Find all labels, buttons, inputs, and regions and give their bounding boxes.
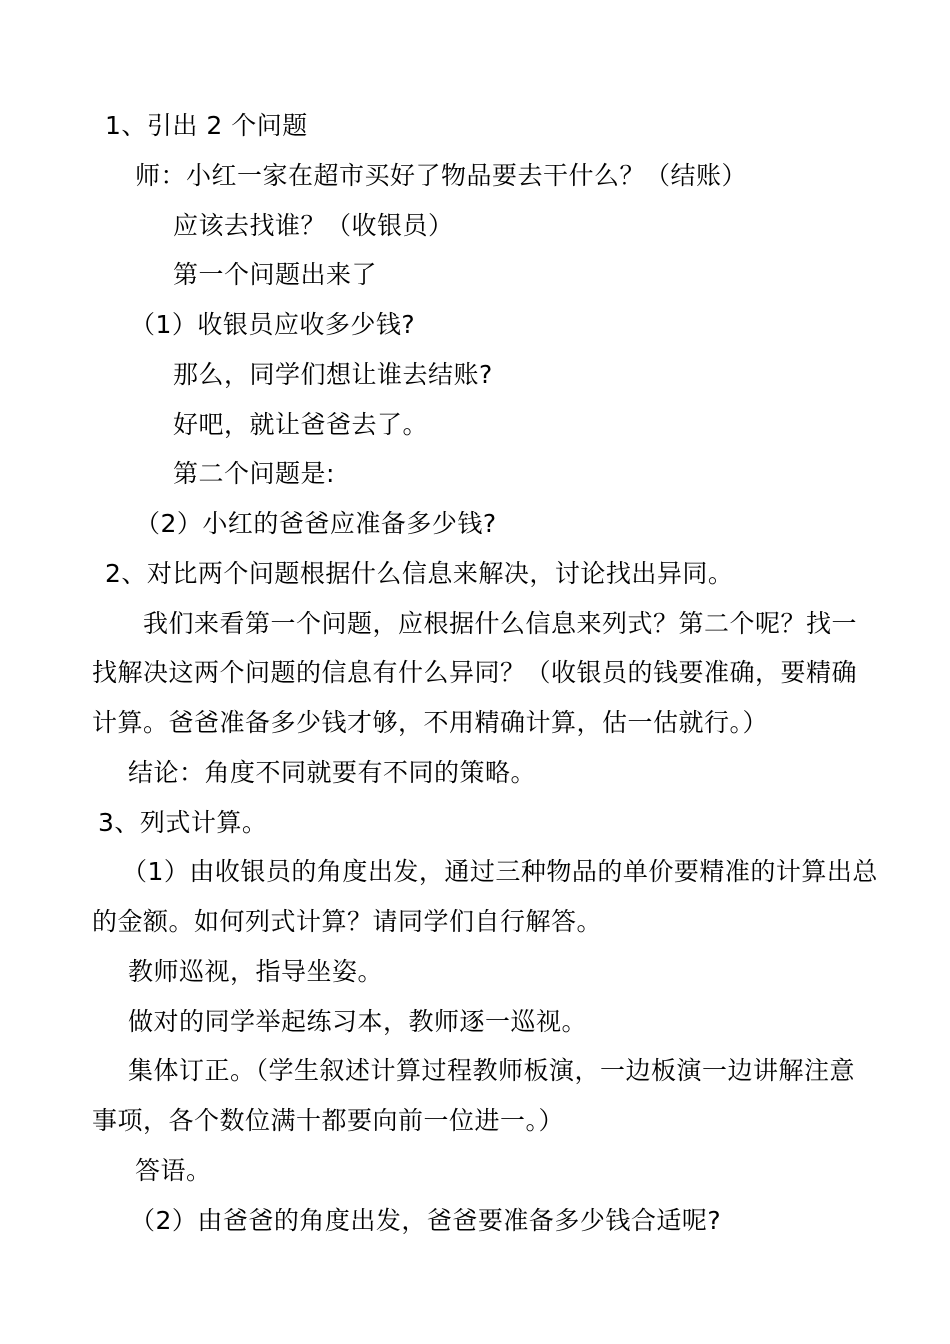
paragraph-line: 集体订正。（学生叙述计算过程教师板演，一边板演一边讲解注意 [128, 1056, 856, 1085]
paragraph-line: 第一个问题出来了 [173, 260, 378, 289]
paragraph-line: （1）由收银员的角度出发，通过三种物品的单价要精准的计算出总 [122, 857, 878, 886]
paragraph-line: 的金额。如何列式计算？请同学们自行解答。 [92, 907, 603, 936]
paragraph-line: 我们来看第一个问题，应根据什么信息来列式？第二个呢？找一 [143, 609, 858, 638]
paragraph-line: 做对的同学举起练习本，教师逐一巡视。 [128, 1007, 588, 1036]
paragraph-line: 师：小红一家在超市买好了物品要去干什么？（结账） [135, 161, 748, 190]
section-heading-2: 2、对比两个问题根据什么信息来解决，讨论找出异同。 [105, 559, 734, 588]
paragraph-line: 事项，各个数位满十都要向前一位进一。） [92, 1106, 565, 1135]
question-line: （2）由爸爸的角度出发，爸爸要准备多少钱合适呢? [130, 1206, 722, 1235]
section-heading-1: 1、引出 2 个问题 [105, 111, 308, 140]
paragraph-line: 答语。 [135, 1156, 212, 1185]
conclusion-line: 结论：角度不同就要有不同的策略。 [128, 758, 537, 787]
question-2: （2）小红的爸爸应准备多少钱? [135, 509, 497, 538]
section-heading-3: 3、列式计算。 [98, 808, 268, 837]
question-1: （1）收银员应收多少钱? [130, 310, 416, 339]
paragraph-line: 计算。爸爸准备多少钱才够，不用精确计算，估一估就行。） [92, 708, 769, 737]
paragraph-line: 第二个问题是: [173, 459, 335, 488]
paragraph-line: 教师巡视，指导坐姿。 [128, 957, 384, 986]
paragraph-line: 应该去找谁？（收银员） [173, 211, 454, 240]
paragraph-line: 那么，同学们想让谁去结账? [173, 360, 493, 389]
paragraph-line: 找解决这两个问题的信息有什么异同？（收银员的钱要准确，要精确 [92, 658, 858, 687]
paragraph-line: 好吧，就让爸爸去了。 [173, 410, 429, 439]
